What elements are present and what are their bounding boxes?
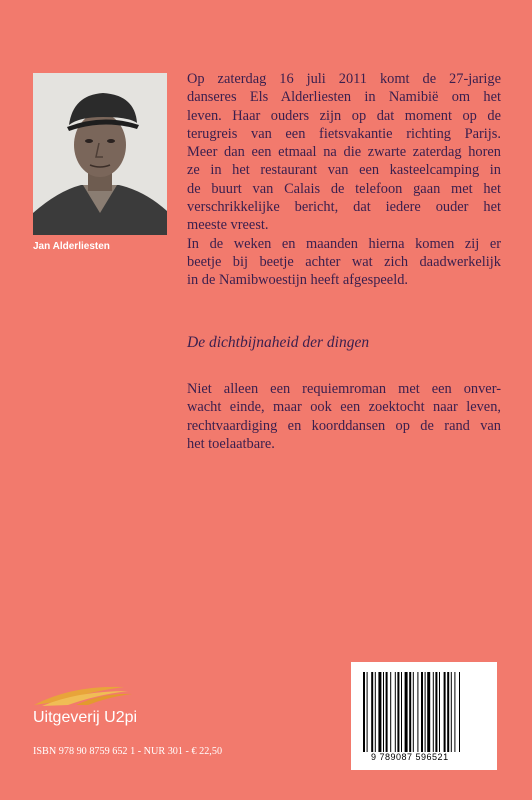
photo-caption: Jan Alderliesten (33, 241, 110, 252)
blurb-text (187, 70, 501, 290)
blurb-line: de buurt van Calais de telefoon gaan met het (187, 180, 501, 197)
blurb-line: verschrikkelijke bericht, dat iedere ouder het (187, 199, 501, 216)
blurb-line: In de weken en maanden hierna komen zij er (187, 235, 501, 252)
blurb-line: meeste vreest. (187, 217, 269, 234)
blurb-line: ze in het restaurant van een kasteelcamping in (187, 162, 501, 179)
closing-line: rechtvaardiging en koorddansen op de rand van (187, 417, 501, 434)
blurb-line: Op zaterdag 16 juli 2011 komt de 27-jarige (187, 71, 501, 87)
barcode-number: 9 789087 596521 (371, 752, 449, 762)
blurb-line: in de Namibwoestijn heeft afgespeeld. (187, 272, 408, 289)
publisher-logo-swoosh-icon (32, 683, 152, 707)
blurb-line: danseres Els Alderliesten in Namibië om het (187, 89, 501, 106)
closing-line: het toelaatbare. (187, 435, 275, 452)
author-portrait-illustration (33, 73, 167, 235)
author-photo (33, 73, 167, 235)
closing-line: wacht einde, maar ook een zoektocht naar leven, (187, 399, 501, 416)
blurb-paragraph-1 (187, 70, 501, 235)
barcode (351, 662, 497, 770)
barcode-bars-icon (363, 672, 485, 752)
blurb-paragraph-2 (187, 235, 501, 290)
isbn-price-line: ISBN 978 90 8759 652 1 - NUR 301 - € 22,50 (33, 746, 223, 757)
publisher-name: Uitgeverij U2pi (33, 709, 138, 726)
closing-text (187, 380, 501, 453)
blurb-line: terugreis van een fietsvakantie richting Parijs. (187, 125, 501, 142)
blurb-line: beetje bij beetje achter wat zich daadwerkelijk (187, 253, 501, 270)
blurb-line: Meer dan een etmaal na die zwarte zaterdag horen (187, 144, 501, 161)
closing-line: Niet alleen een requiemroman met een onver- (187, 381, 501, 397)
blurb-line: leven. Haar ouders zijn op dat moment op de (187, 107, 501, 124)
book-subtitle: De dichtbijnaheid der dingen (187, 334, 370, 351)
